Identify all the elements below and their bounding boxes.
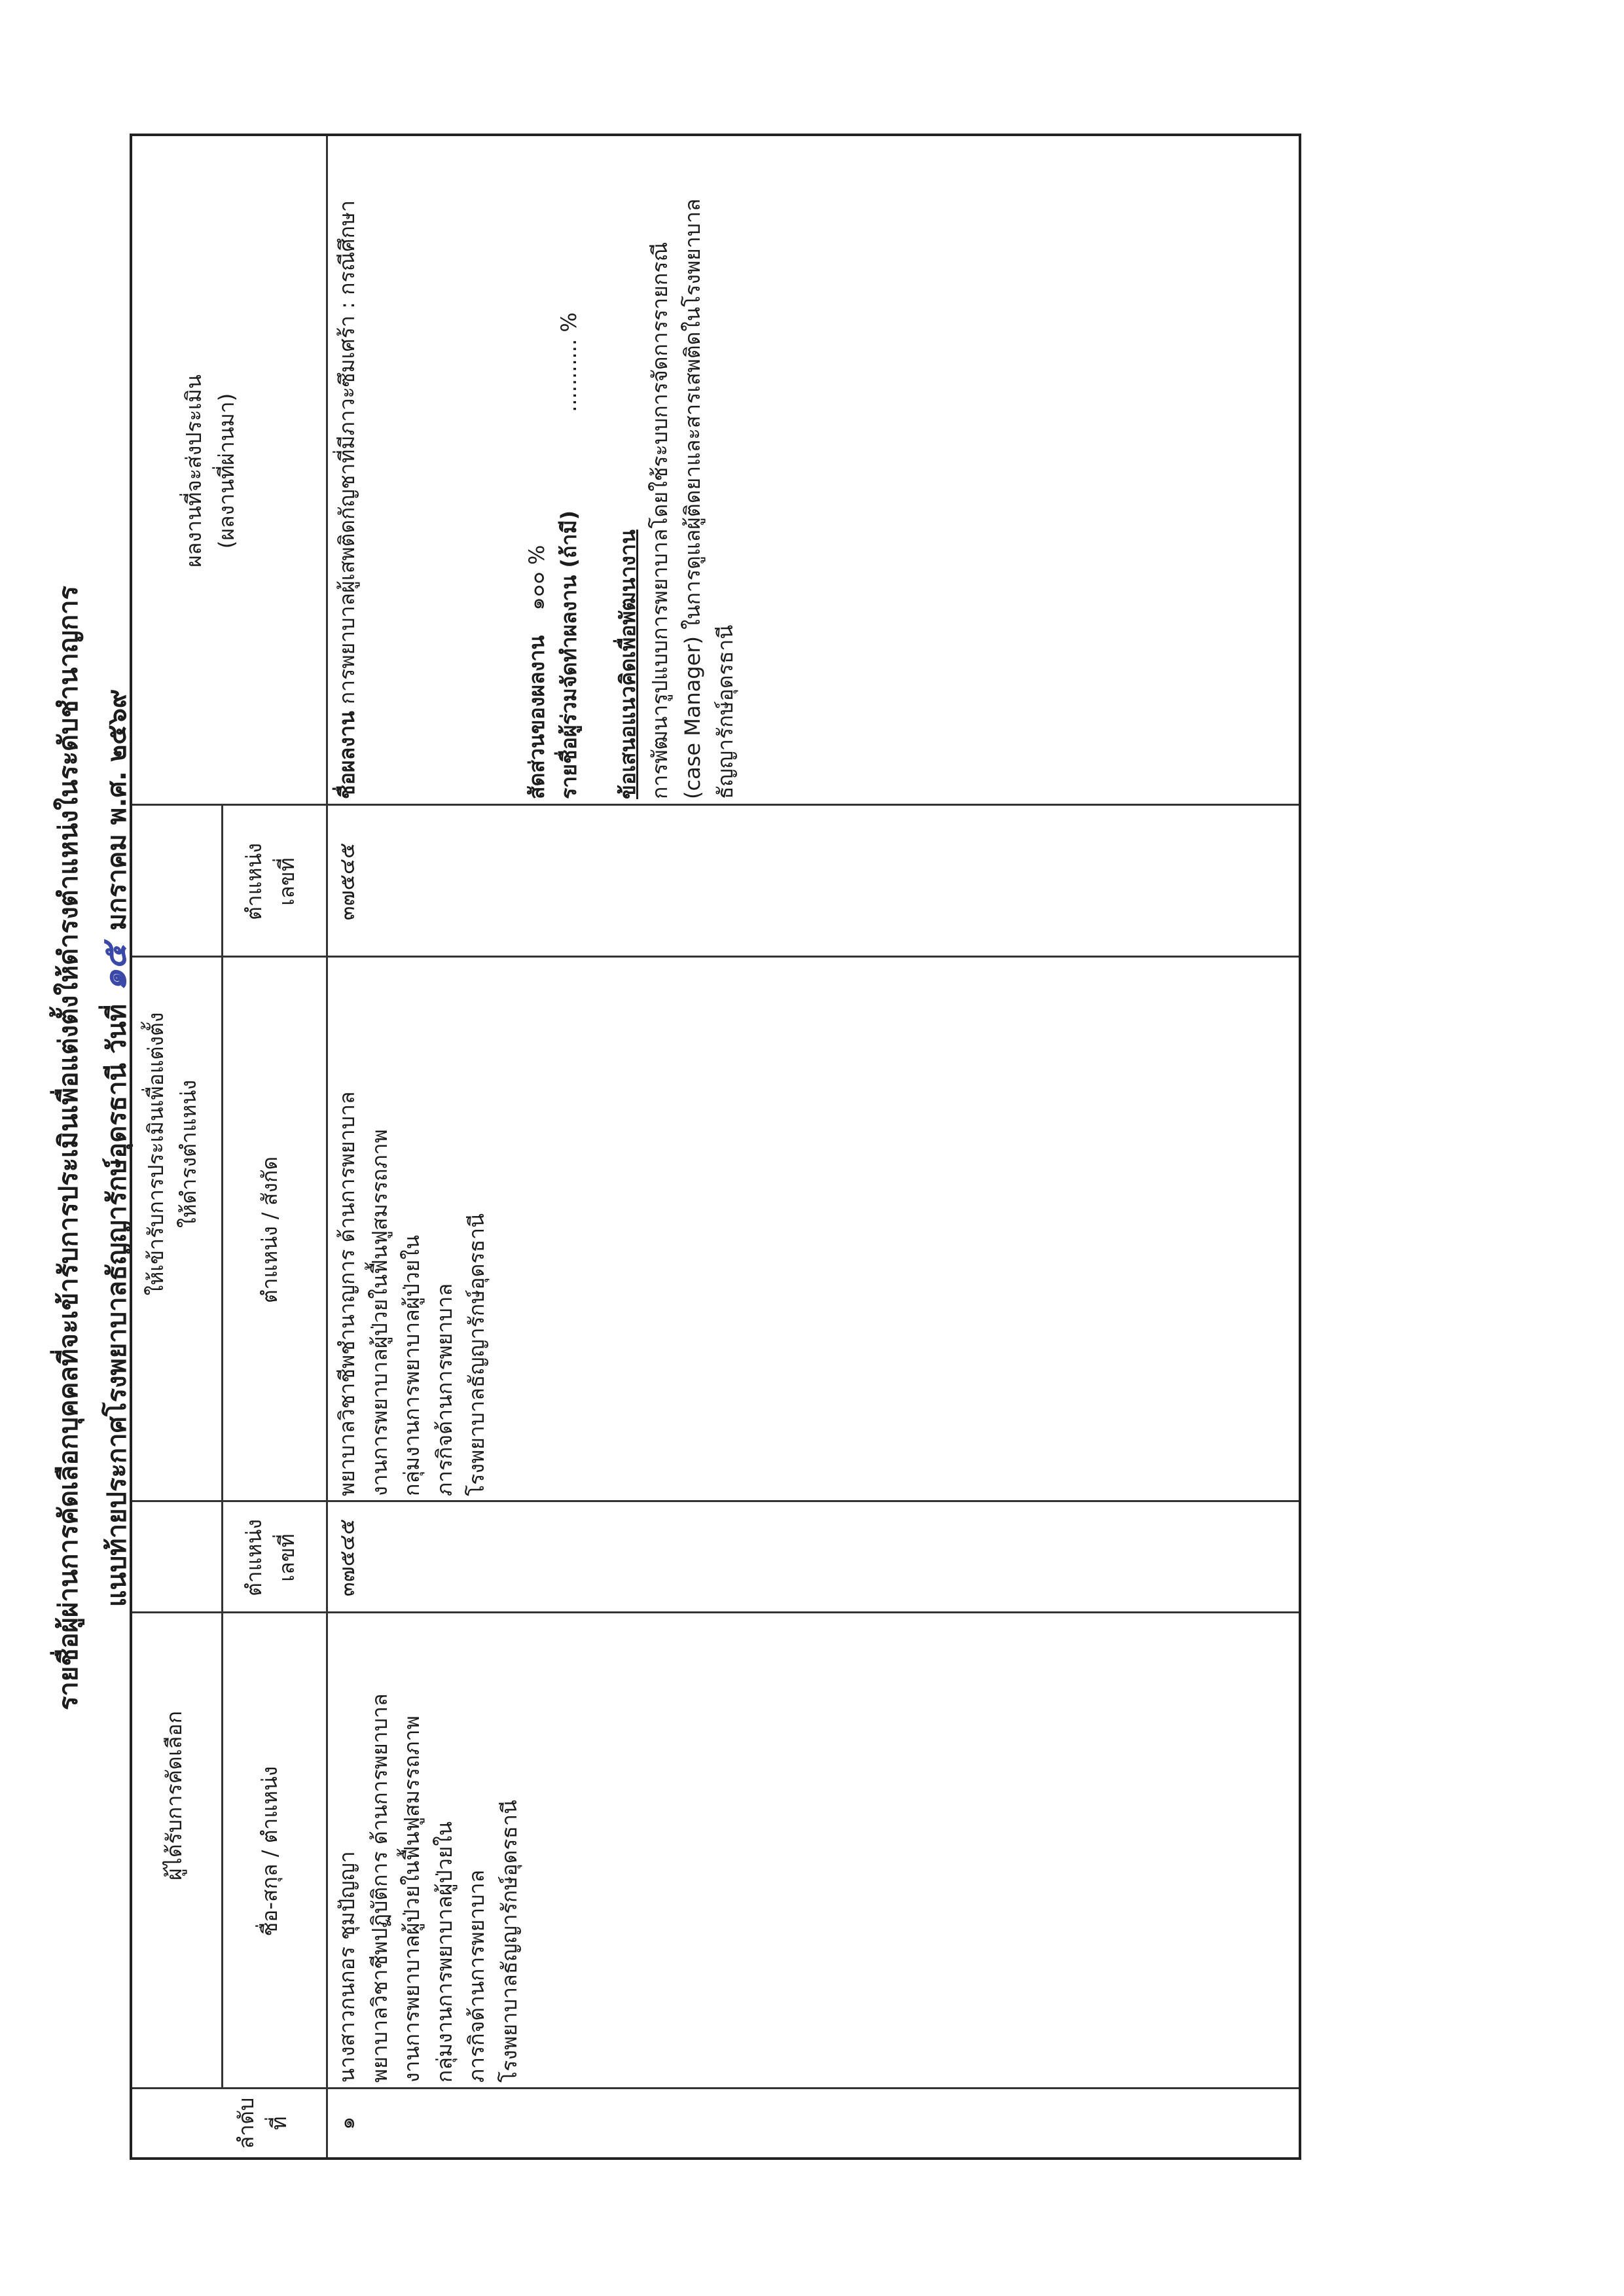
subtitle-suffix: มกราคม พ.ศ. ๒๕๖๙ bbox=[102, 689, 132, 931]
work-share-value: ๑๐๐ % bbox=[524, 545, 549, 611]
work-coauthors-value: ........... % bbox=[556, 312, 582, 412]
work-idea-label: ข้อเสนอแนวคิดเพื่อพัฒนางาน bbox=[615, 529, 640, 799]
header-order bbox=[132, 2089, 326, 2157]
header-appoint-group bbox=[132, 806, 221, 1502]
work-share-label: สัดส่วนของผลงาน bbox=[524, 635, 549, 799]
work-idea-line: (case Manager) ในการดูแลผู้ติดยาและสารเสพติดในโรงพยาบาล bbox=[679, 198, 705, 799]
row-work bbox=[326, 139, 742, 799]
header-work bbox=[132, 136, 326, 806]
work-share-line bbox=[521, 139, 554, 799]
work-coauthors-line bbox=[553, 139, 586, 799]
subtitle-prefix: แนบท้ายประกาศโรงพยาบาลธัญญารักษ์อุดรธานี วันที่ bbox=[102, 1004, 132, 1607]
header-work-line1: ผลงานที่จะส่งประเมิน bbox=[181, 374, 206, 567]
document-title bbox=[47, 0, 89, 2296]
header-posno-b-line1: ตำแหน่ง bbox=[242, 843, 266, 920]
position-line: โรงพยาบาลธัญญารักษ์อุดรธานี bbox=[464, 1213, 490, 1496]
row-name bbox=[326, 1618, 526, 2083]
position-line: กลุ่มงานการพยาบาลผู้ป่วยใน bbox=[399, 1234, 425, 1496]
name-line: นางสาวกนกอร ชุมปัญญา bbox=[334, 1851, 359, 2083]
name-line: ภารกิจด้านการพยาบาล bbox=[464, 1869, 490, 2083]
header-posno-line2: เลขที่ bbox=[274, 1534, 299, 1582]
header-posno-b bbox=[221, 806, 326, 958]
candidates-table bbox=[130, 134, 1301, 2160]
position-line: ภารกิจด้านการพยาบาล bbox=[431, 1283, 457, 1496]
header-position: ตำแหน่ง / สังกัด bbox=[257, 1156, 282, 1304]
work-title-label: ชื่อผลงาน bbox=[334, 711, 359, 799]
header-order-line2: ที่ bbox=[266, 2116, 291, 2130]
header-posno bbox=[221, 1502, 326, 1613]
work-title-line bbox=[331, 139, 364, 799]
header-name: ชื่อ-สกุล / ตำแหน่ง bbox=[257, 1766, 282, 1937]
work-coauthors-label: รายชื่อผู้ร่วมจัดทำผลงาน (ถ้ามี) bbox=[556, 510, 582, 799]
handwritten-day: ๑๕ bbox=[94, 943, 134, 992]
name-line: พยาบาลวิชาชีพปฏิบัติการ ด้านการพยาบาล bbox=[367, 1693, 392, 2083]
row-position bbox=[326, 960, 494, 1496]
name-line: งานการพยาบาลผู้ป่วยในฟื้นฟูสมรรถภาพ bbox=[399, 1715, 425, 2083]
row-posno-b: ๓๗๕๔๕ bbox=[334, 842, 359, 921]
name-line: กลุ่มงานการพยาบาลผู้ป่วยใน bbox=[431, 1821, 457, 2083]
title-line1: รายชื่อผู้ผ่านการคัดเลือกบุคคลที่จะเข้ารับการประเมินเพื่อแต่งตั้งให้ดำรงตำแหน่งในระดับชำนาญการ bbox=[54, 585, 84, 1711]
name-line: โรงพยาบาลธัญญารักษ์อุดรธานี bbox=[496, 1800, 522, 2083]
header-posno-line1: ตำแหน่ง bbox=[242, 1519, 266, 1596]
row-order: ๑ bbox=[334, 2116, 359, 2130]
work-idea-line: การพัฒนารูปแบบการพยาบาลโดยใช้ระบบการจัดการรายกรณี bbox=[647, 242, 673, 799]
work-idea-line: ธัญญารักษ์อุดรธานี bbox=[712, 624, 738, 799]
header-appoint-line1: ให้เข้ารับการประเมินเพื่อแต่งตั้ง bbox=[143, 1012, 168, 1296]
header-posno-b-line2: เลขที่ bbox=[274, 857, 299, 906]
row-posno: ๓๗๕๔๕ bbox=[334, 1518, 359, 1597]
position-line: งานการพยาบาลผู้ป่วยในฟื้นฟูสมรรถภาพ bbox=[367, 1129, 392, 1496]
header-selected-group: ผู้ได้รับการคัดเลือก bbox=[162, 1711, 187, 1880]
header-appoint-line2: ให้ดำรงตำแหน่ง bbox=[175, 1079, 201, 1229]
work-title: การพยาบาลผู้เสพติดกัญชาที่มีภาวะซึมเศร้า : กรณีศึกษา bbox=[334, 200, 359, 705]
header-work-line2: (ผลงานที่ผ่านมา) bbox=[213, 393, 239, 549]
position-line: พยาบาลวิชาชีพชำนาญการ ด้านการพยาบาล bbox=[334, 1091, 359, 1496]
header-order-line1: ลำดับ bbox=[234, 2097, 259, 2149]
